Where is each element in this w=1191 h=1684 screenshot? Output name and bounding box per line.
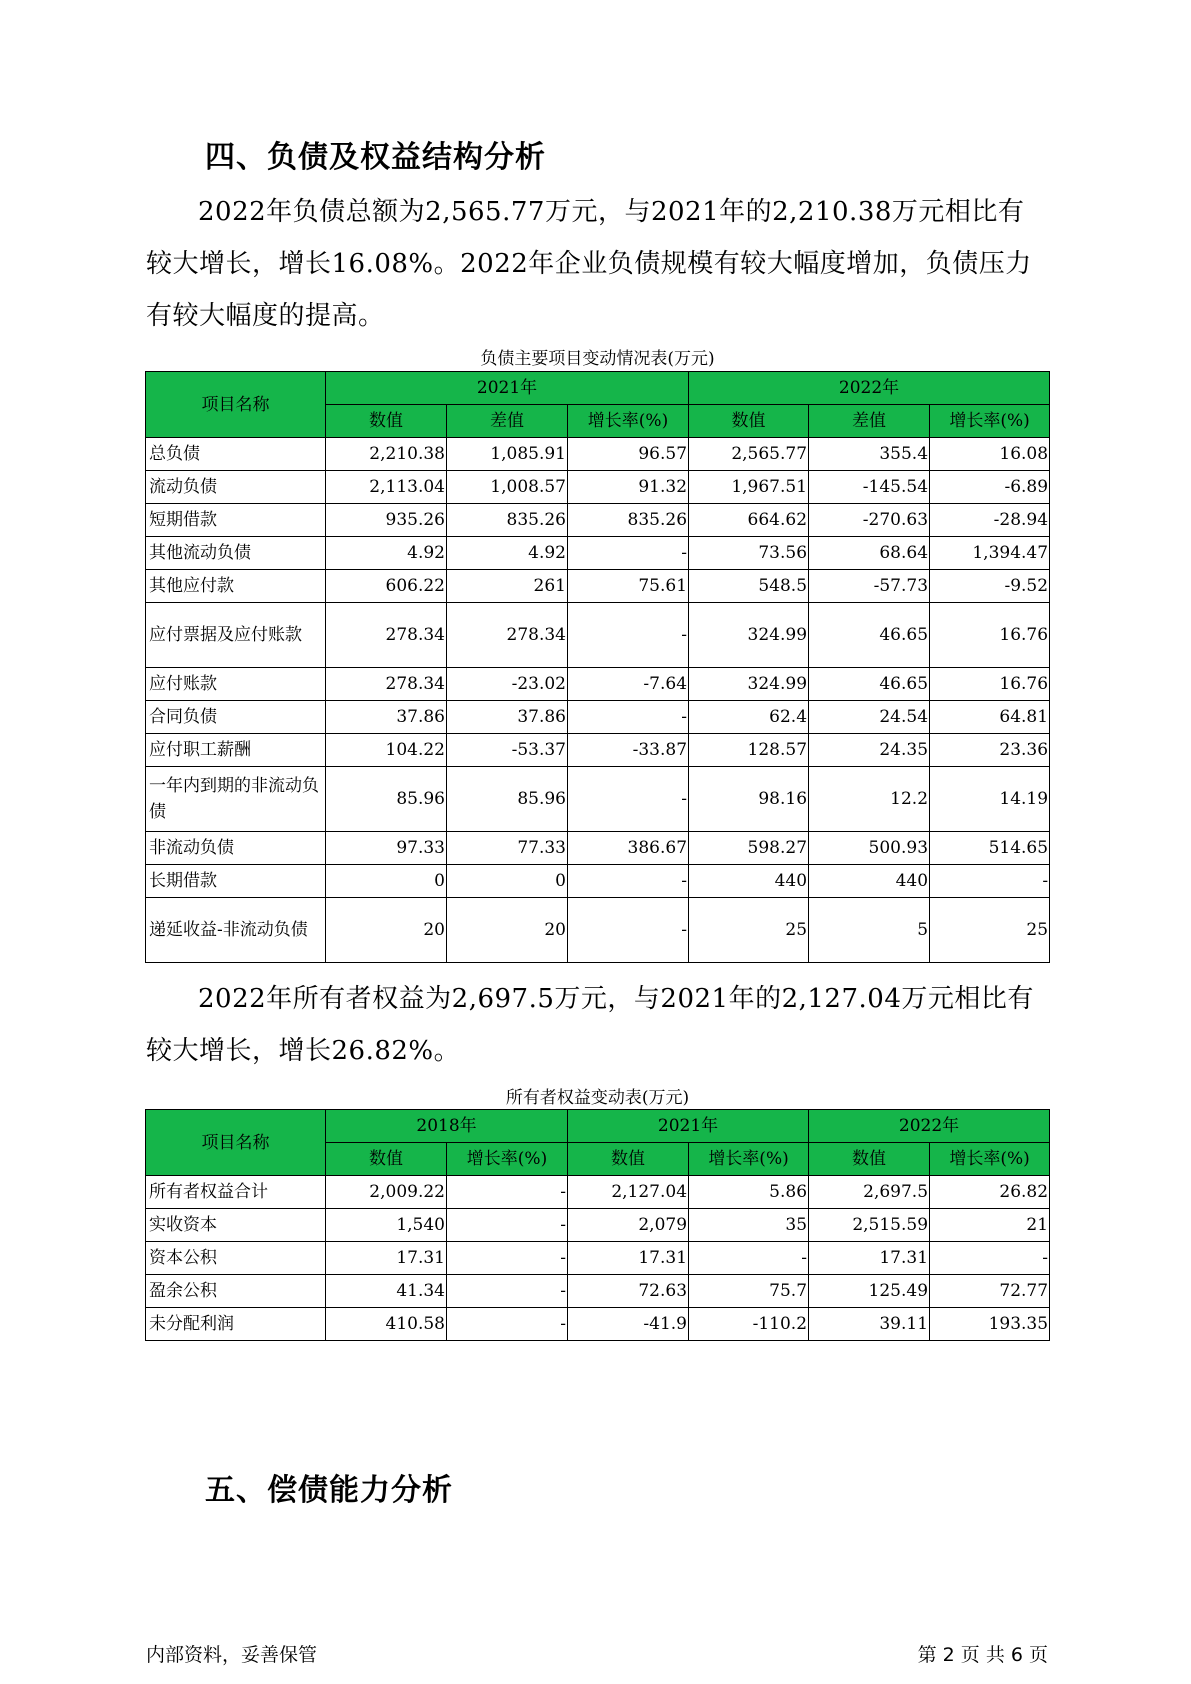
table-row <box>146 1275 1050 1308</box>
table-row <box>146 504 1050 537</box>
table-cell: - <box>447 1242 568 1275</box>
table-cell: - <box>568 898 689 963</box>
row-label: 合同负债 <box>146 701 326 734</box>
table-cell: 440 <box>689 865 809 898</box>
year-header: 2021年 <box>568 1110 809 1143</box>
name-header: 项目名称 <box>146 1110 326 1176</box>
table-cell: - <box>447 1209 568 1242</box>
col-header: 增长率(%) <box>447 1143 568 1176</box>
table-cell: 261 <box>447 570 568 603</box>
table-row <box>146 668 1050 701</box>
table-cell: -28.94 <box>930 504 1050 537</box>
table-cell: 20 <box>326 898 447 963</box>
row-label: 所有者权益合计 <box>146 1176 326 1209</box>
table-cell: - <box>568 767 689 832</box>
section4-heading: 四、负债及权益结构分析 <box>205 140 546 175</box>
table-cell: - <box>930 1242 1050 1275</box>
table-cell: 41.34 <box>326 1275 447 1308</box>
table-cell: 835.26 <box>447 504 568 537</box>
table-cell: 2,079 <box>568 1209 689 1242</box>
row-label: 一年内到期的非流动负债 <box>146 767 326 832</box>
table-cell: 97.33 <box>326 832 447 865</box>
table-cell: 0 <box>447 865 568 898</box>
row-label: 应付账款 <box>146 668 326 701</box>
table-cell: 91.32 <box>568 471 689 504</box>
table-cell: 1,540 <box>326 1209 447 1242</box>
table-cell: 24.54 <box>809 701 930 734</box>
row-label: 长期借款 <box>146 865 326 898</box>
equity-table <box>145 1109 1050 1341</box>
table-cell: 664.62 <box>689 504 809 537</box>
row-label: 递延收益-非流动负债 <box>146 898 326 963</box>
table-row <box>146 1209 1050 1242</box>
table-cell: - <box>568 701 689 734</box>
col-header: 数值 <box>326 405 447 438</box>
year-header: 2018年 <box>326 1110 568 1143</box>
row-label: 应付职工薪酬 <box>146 734 326 767</box>
row-label: 未分配利润 <box>146 1308 326 1341</box>
equity-table-caption: 所有者权益变动表(万元) <box>505 1088 690 1108</box>
table-cell: 193.35 <box>930 1308 1050 1341</box>
table-cell: 21 <box>930 1209 1050 1242</box>
table-cell: - <box>447 1176 568 1209</box>
table-cell: - <box>447 1308 568 1341</box>
table-cell: 410.58 <box>326 1308 447 1341</box>
table-cell: 1,394.47 <box>930 537 1050 570</box>
table-cell: 72.63 <box>568 1275 689 1308</box>
table-cell: 16.76 <box>930 603 1050 668</box>
table-row <box>146 898 1050 963</box>
col-header: 增长率(%) <box>568 405 689 438</box>
table-cell: 20 <box>447 898 568 963</box>
year-header: 2022年 <box>809 1110 1050 1143</box>
table-cell: 278.34 <box>326 668 447 701</box>
col-header: 数值 <box>326 1143 447 1176</box>
table-cell: 2,127.04 <box>568 1176 689 1209</box>
table-row <box>146 734 1050 767</box>
table-cell: 324.99 <box>689 668 809 701</box>
year-header: 2021年 <box>326 372 689 405</box>
table-cell: - <box>689 1242 809 1275</box>
col-header: 数值 <box>568 1143 689 1176</box>
table-cell: - <box>568 603 689 668</box>
table-cell: 35 <box>689 1209 809 1242</box>
table-cell: 2,113.04 <box>326 471 447 504</box>
table-cell: 598.27 <box>689 832 809 865</box>
table-row <box>146 603 1050 668</box>
table-cell: 37.86 <box>326 701 447 734</box>
table-cell: 2,697.5 <box>809 1176 930 1209</box>
table-cell: 23.36 <box>930 734 1050 767</box>
table-row <box>146 1242 1050 1275</box>
table-cell: 75.7 <box>689 1275 809 1308</box>
table-cell: 26.82 <box>930 1176 1050 1209</box>
table-cell: -270.63 <box>809 504 930 537</box>
table-cell: 14.19 <box>930 767 1050 832</box>
table-cell: - <box>930 865 1050 898</box>
table-row <box>146 438 1050 471</box>
table-cell: 1,008.57 <box>447 471 568 504</box>
table-cell: - <box>447 1275 568 1308</box>
table-cell: 2,210.38 <box>326 438 447 471</box>
footer-page-number: 第 2 页 共 6 页 <box>917 1644 1048 1666</box>
table-cell: 16.76 <box>930 668 1050 701</box>
table-cell: 500.93 <box>809 832 930 865</box>
table-cell: 46.65 <box>809 603 930 668</box>
table-row <box>146 537 1050 570</box>
table-cell: 68.64 <box>809 537 930 570</box>
table-cell: 46.65 <box>809 668 930 701</box>
table-cell: 5 <box>809 898 930 963</box>
table-row <box>146 471 1050 504</box>
table-cell: 1,967.51 <box>689 471 809 504</box>
table-cell: 835.26 <box>568 504 689 537</box>
table-cell: 39.11 <box>809 1308 930 1341</box>
col-header: 差值 <box>809 405 930 438</box>
table-cell: 77.33 <box>447 832 568 865</box>
table-cell: 25 <box>689 898 809 963</box>
table-cell: 25 <box>930 898 1050 963</box>
table-cell: 17.31 <box>326 1242 447 1275</box>
table-cell: 17.31 <box>568 1242 689 1275</box>
table-cell: 85.96 <box>326 767 447 832</box>
liability-paragraph: 2022年负债总额为2,565.77万元，与2021年的2,210.38万元相比有较大增长，增长16.08%。2022年企业负债规模有较大幅度增加，负债压力有较大幅度的提高。 <box>146 197 1032 331</box>
table-cell: -6.89 <box>930 471 1050 504</box>
table-cell: 64.81 <box>930 701 1050 734</box>
table-cell: -57.73 <box>809 570 930 603</box>
table-cell: 440 <box>809 865 930 898</box>
table-cell: 12.2 <box>809 767 930 832</box>
table-cell: 548.5 <box>689 570 809 603</box>
table-cell: 278.34 <box>326 603 447 668</box>
footer-confidential: 内部资料，妥善保管 <box>146 1644 318 1666</box>
table-row <box>146 1308 1050 1341</box>
table-cell: -9.52 <box>930 570 1050 603</box>
row-label: 短期借款 <box>146 504 326 537</box>
row-label: 总负债 <box>146 438 326 471</box>
table-cell: 935.26 <box>326 504 447 537</box>
table-cell: -33.87 <box>568 734 689 767</box>
table-cell: 16.08 <box>930 438 1050 471</box>
table-cell: -145.54 <box>809 471 930 504</box>
table-cell: 514.65 <box>930 832 1050 865</box>
table-cell: 386.67 <box>568 832 689 865</box>
table-cell: 62.4 <box>689 701 809 734</box>
table-cell: 128.57 <box>689 734 809 767</box>
table-cell: 85.96 <box>447 767 568 832</box>
table-cell: - <box>568 537 689 570</box>
table-cell: -110.2 <box>689 1308 809 1341</box>
table-cell: 72.77 <box>930 1275 1050 1308</box>
table-cell: 98.16 <box>689 767 809 832</box>
col-header: 数值 <box>809 1143 930 1176</box>
table-cell: 1,085.91 <box>447 438 568 471</box>
table-cell: 0 <box>326 865 447 898</box>
table-cell: 125.49 <box>809 1275 930 1308</box>
equity-paragraph: 2022年所有者权益为2,697.5万元，与2021年的2,127.04万元相比有较大增长，增长26.82%。 <box>146 984 1034 1066</box>
year-header: 2022年 <box>689 372 1050 405</box>
col-header: 增长率(%) <box>930 405 1050 438</box>
table-cell: 4.92 <box>447 537 568 570</box>
table-row <box>146 701 1050 734</box>
row-label: 其他流动负债 <box>146 537 326 570</box>
table-cell: 75.61 <box>568 570 689 603</box>
row-label: 实收资本 <box>146 1209 326 1242</box>
table-cell: 278.34 <box>447 603 568 668</box>
table-cell: 37.86 <box>447 701 568 734</box>
table-cell: 2,009.22 <box>326 1176 447 1209</box>
table-cell: -23.02 <box>447 668 568 701</box>
name-header: 项目名称 <box>146 372 326 438</box>
liability-table <box>145 371 1050 963</box>
table-cell: 324.99 <box>689 603 809 668</box>
row-label: 盈余公积 <box>146 1275 326 1308</box>
row-label: 应付票据及应付账款 <box>146 603 326 668</box>
table-cell: 96.57 <box>568 438 689 471</box>
table-cell: 606.22 <box>326 570 447 603</box>
table-cell: - <box>568 865 689 898</box>
table-row <box>146 767 1050 832</box>
row-label: 资本公积 <box>146 1242 326 1275</box>
table-row <box>146 865 1050 898</box>
table-cell: 2,565.77 <box>689 438 809 471</box>
table-cell: 104.22 <box>326 734 447 767</box>
table-row <box>146 570 1050 603</box>
table-cell: -7.64 <box>568 668 689 701</box>
section5-heading: 五、偿债能力分析 <box>205 1473 453 1508</box>
table-cell: -41.9 <box>568 1308 689 1341</box>
table-cell: 24.35 <box>809 734 930 767</box>
table-cell: 2,515.59 <box>809 1209 930 1242</box>
liability-table-caption: 负债主要项目变动情况表(万元) <box>480 349 715 369</box>
table-row <box>146 1176 1050 1209</box>
table-cell: -53.37 <box>447 734 568 767</box>
table-cell: 73.56 <box>689 537 809 570</box>
table-cell: 355.4 <box>809 438 930 471</box>
col-header: 增长率(%) <box>930 1143 1050 1176</box>
table-cell: 5.86 <box>689 1176 809 1209</box>
col-header: 增长率(%) <box>689 1143 809 1176</box>
table-cell: 17.31 <box>809 1242 930 1275</box>
col-header: 差值 <box>447 405 568 438</box>
row-label: 其他应付款 <box>146 570 326 603</box>
col-header: 数值 <box>689 405 809 438</box>
row-label: 流动负债 <box>146 471 326 504</box>
row-label: 非流动负债 <box>146 832 326 865</box>
table-row <box>146 832 1050 865</box>
table-cell: 4.92 <box>326 537 447 570</box>
